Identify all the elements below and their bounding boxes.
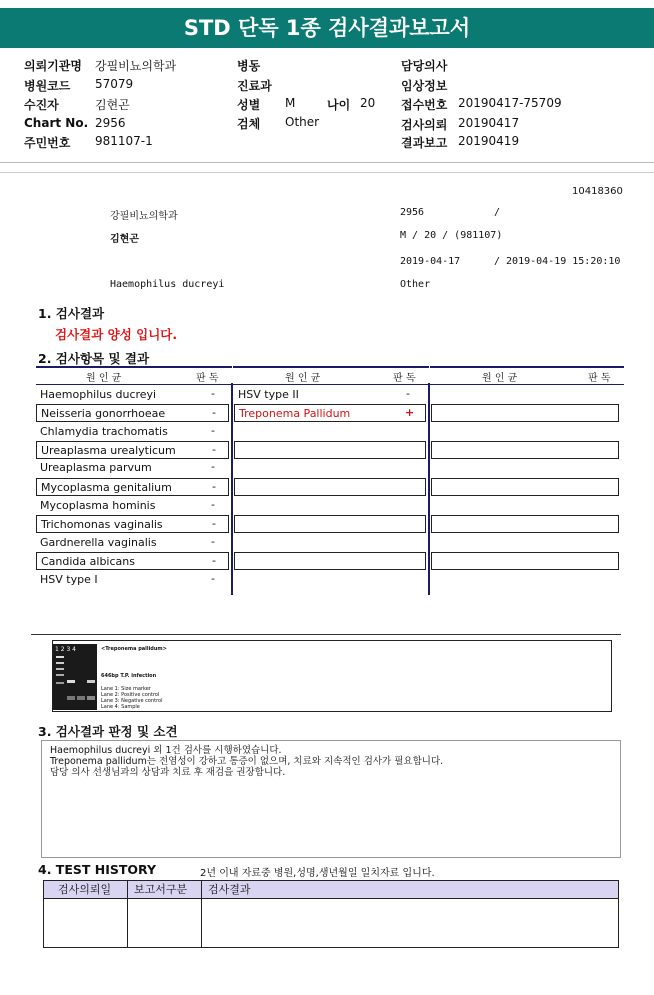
organism-result: - [211,387,215,400]
history-divider [127,881,128,947]
table-row-positive [234,404,426,422]
history-col-report-type: 보고서구분 [134,883,188,896]
col2-organism-header: 원 인 균 [285,373,321,384]
organism-name: Trichomonas vaginalis [41,518,163,531]
summary-specimen: Other [400,279,431,290]
table-row [36,515,229,533]
receipt-label: 접수번호 [401,98,448,112]
table-header-col1 [36,366,232,385]
doctor-label: 담당의사 [401,59,448,73]
institution-label: 의뢰기관명 [24,59,82,73]
gel-legend-1: Lane 1: Size marker [101,686,151,692]
empty-row [431,404,619,422]
request-row [401,116,520,133]
specimen-value: Other [285,115,320,129]
history-table [43,880,619,948]
header-divider-secondary [0,172,654,173]
age-label: 나이 [327,98,351,112]
doc-number: 10418360 [572,186,623,197]
sex-row [237,96,376,113]
organism-result: - [406,387,410,400]
summary-sex-age: M / 20 / (981107) [400,230,503,241]
gel-electrophoresis-figure [52,640,612,712]
col3-result-header: 판 독 [588,373,611,384]
summary-test-name: Haemophilus ducreyi [110,279,225,290]
table-row [36,478,229,496]
organism-name: Neisseria gonorrhoeae [41,407,166,420]
table-row [36,423,229,441]
summary-slash: / [494,207,501,218]
resident-label: 주민번호 [24,136,71,150]
organism-name: Gardnerella vaginalis [40,536,157,549]
patient-label: 수진자 [24,98,59,112]
summary-date-request: 2019-04-17 [400,256,461,267]
gel-title: <Treponema pallidum> [101,646,167,652]
table-row [234,386,426,404]
organism-result: - [211,424,215,437]
sex-value: M [285,96,296,110]
organism-result: - [212,554,216,567]
chart-label: Chart No. [24,116,89,130]
gel-legend-4: Lane 4: Sample [101,704,140,710]
organism-result: - [212,406,216,419]
request-value: 20190417 [458,116,520,130]
table-row [36,552,229,570]
gel-image [53,644,97,710]
report-value: 20190419 [458,134,520,148]
patient-row [24,96,130,113]
resident-row [24,134,153,151]
table-header-col2 [233,366,429,385]
section4-title: 4. TEST HISTORY [38,862,157,877]
gel-legend-3: Lane 3: Negative control [101,698,163,704]
institution-row [24,57,177,74]
organism-name: Mycoplasma genitalium [41,481,172,494]
report-row [401,134,520,151]
chart-value: 2956 [95,116,126,130]
chart-row [24,116,126,130]
report-label: 결과보고 [401,136,448,150]
organism-name: Haemophilus ducreyi [40,388,157,401]
history-note: 2년 이내 자료중 병원,성명,생년월일 일치자료 입니다. [200,868,435,879]
organism-result: - [212,517,216,530]
patient-value: 김현곤 [95,98,130,112]
table-column-divider [428,383,430,595]
organism-result: - [212,480,216,493]
receipt-row [401,96,562,113]
organism-name: Ureaplasma urealyticum [41,444,176,457]
hospital-code-row [24,77,134,94]
findings-line: 담당 의사 선생님과의 상담과 치료 후 재검을 권장합니다. [50,767,286,778]
table-row [36,441,229,459]
organism-result: - [211,572,215,585]
age-value: 20 [360,96,376,110]
empty-row [431,478,619,496]
organism-result: - [212,443,216,456]
request-label: 검사의뢰 [401,118,448,132]
specimen-label: 검체 [237,117,261,131]
table-column-divider [231,383,233,595]
section1-title: 1. 검사결과 [38,306,105,321]
table-row [36,404,229,422]
empty-row [431,552,619,570]
section-divider [31,634,621,635]
col3-organism-header: 원 인 균 [482,373,518,384]
organism-name: Ureaplasma parvum [40,461,152,474]
report-title: STD 단독 1종 검사결과보고서 [0,8,654,48]
ward-row [237,57,260,74]
section2-title: 2. 검사항목 및 결과 [38,351,150,366]
findings-line: Haemophilus ducreyi 외 1건 검사를 시행하였습니다. [50,745,282,756]
empty-row [234,552,426,570]
ward-label: 병동 [237,59,261,73]
empty-row [431,441,619,459]
organism-name: Mycoplasma hominis [40,499,156,512]
organism-result: + [405,406,415,419]
clinical-row [401,77,447,94]
clinical-label: 임상정보 [401,79,448,93]
findings-box [41,740,621,858]
table-row [36,386,229,404]
col2-result-header: 판 독 [393,373,416,384]
section3-title: 3. 검사결과 판정 및 소견 [38,724,178,739]
specimen-row [237,115,320,132]
hospital-code-label: 병원코드 [24,79,71,93]
organism-name: Candida albicans [41,555,135,568]
organism-result: - [211,460,215,473]
gel-legend-2: Lane 2: Positive control [101,692,160,698]
doctor-row [401,57,447,74]
organism-name: HSV type I [40,573,98,586]
gel-lane-numbers: 1 2 3 4 [55,646,76,653]
result-positive-text: 검사결과 양성 입니다. [55,327,178,342]
history-divider [201,881,202,947]
empty-row [234,515,426,533]
summary-patient: 김현곤 [110,234,139,245]
dept-row [237,77,272,94]
institution-value: 강필비뇨의학과 [95,59,177,73]
history-col-result: 검사결과 [208,883,251,896]
summary-date-report: / 2019-04-19 15:20:10 [494,256,621,267]
col1-result-header: 판 독 [196,373,219,384]
header-divider [0,162,654,163]
summary-chart: 2956 [400,207,425,218]
sex-label: 성별 [237,98,261,112]
hospital-code-value: 57079 [95,77,134,91]
empty-row [234,478,426,496]
empty-row [431,515,619,533]
organism-name: Treponema Pallidum [239,407,351,420]
history-col-request-date: 검사의뢰일 [58,883,112,896]
summary-institution: 강필비뇨의학과 [110,211,178,222]
resident-value: 981107-1 [95,134,153,148]
table-row [36,534,229,552]
organism-result: - [211,535,215,548]
table-row [36,571,229,589]
table-row [36,497,229,515]
organism-name: HSV type II [238,388,299,401]
empty-row [234,441,426,459]
table-row [36,459,229,477]
findings-line: Treponema pallidum는 전염성이 강하고 통증이 없으며, 치료와 지속적인 검사가 필요합니다. [50,756,444,767]
organism-name: Chlamydia trachomatis [40,425,168,438]
organism-result: - [211,498,215,511]
dept-label: 진료과 [237,79,272,93]
col1-organism-header: 원 인 균 [86,373,122,384]
gel-band-label: 646bp T.P. infection [101,673,157,679]
receipt-value: 20190417-75709 [458,96,562,110]
table-header-col3 [430,366,624,385]
